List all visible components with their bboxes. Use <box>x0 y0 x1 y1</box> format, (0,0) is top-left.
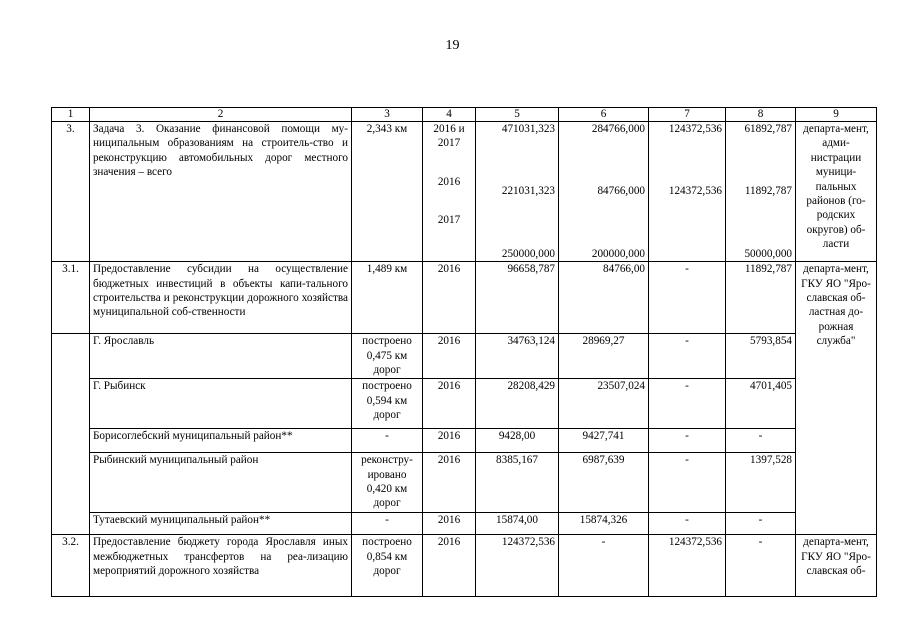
year-cell: 2016 <box>423 453 476 513</box>
total-cell: 28208,429 <box>476 379 559 429</box>
subrow-name: Тутаевский муниципальный район** <box>90 513 352 535</box>
amount-value <box>652 247 722 261</box>
item32-row <box>52 535 877 597</box>
subrow-name: Г. Ярославль <box>90 334 352 379</box>
amount-value: 284766,000 <box>591 123 645 135</box>
local-cell: 11892,787 <box>726 262 796 334</box>
amount-value: 471031,323 <box>501 123 555 135</box>
subrow-name: Г. Рыбинск <box>90 379 352 429</box>
federal-cell: 23507,024 <box>559 379 649 429</box>
empty-cell <box>52 513 90 535</box>
amount-value: 250000,000 <box>501 247 555 260</box>
empty-cell <box>52 453 90 513</box>
amount-value: 84766,000 <box>597 185 645 198</box>
column-header: 2 <box>90 108 352 122</box>
measure-cell: построено 0,594 км дорог <box>352 379 423 429</box>
regional-cell: 124372,536 <box>649 535 726 597</box>
subrow-rybinsk <box>52 379 877 429</box>
regional-cell <box>649 122 726 262</box>
amount-value: 124372,536 <box>668 123 722 135</box>
federal-cell: 84766,00 <box>559 262 649 334</box>
total-cell: 8385,167 <box>476 453 559 513</box>
subrow-yaroslavl <box>52 334 877 379</box>
executor-cell: департа-мент, ГКУ ЯО "Яро-славская об- <box>796 535 877 597</box>
local-cell: - <box>726 429 796 453</box>
regional-cell: - <box>649 379 726 429</box>
year-value: 2016 и 2017 <box>433 123 465 150</box>
regional-cell: - <box>649 513 726 535</box>
local-cell: 4701,405 <box>726 379 796 429</box>
local-cell: 1397,528 <box>726 453 796 513</box>
year-value: 2016 <box>437 175 461 188</box>
year-cell: 2016 <box>423 513 476 535</box>
federal-cell: 9427,741 <box>559 429 649 453</box>
total-cell: 9428,00 <box>476 429 559 453</box>
item31-row <box>52 262 877 334</box>
local-cell: - <box>726 535 796 597</box>
task-name: Задача 3. Оказание финансовой помощи му-ниципальным образованиям на строитель-ство и реконструкцию автомобильных дорог местного значения – всего <box>90 122 352 262</box>
executor-cell: департа-мент, адми-нистрации муници-пальных районов (го-родских округов) об-ласти <box>796 122 877 262</box>
empty-cell <box>52 379 90 429</box>
subrow-tutaevsky <box>52 513 877 535</box>
column-header: 5 <box>476 108 559 122</box>
column-header: 6 <box>559 108 649 122</box>
subrow-name: Борисоглебский муниципальный район** <box>90 429 352 453</box>
subrow-borisoglebsky <box>52 429 877 453</box>
subrow-rybinsky-district <box>52 453 877 513</box>
column-header: 8 <box>726 108 796 122</box>
row-number: 3. <box>52 122 90 262</box>
row-number: 3.2. <box>52 535 90 597</box>
column-header: 1 <box>52 108 90 122</box>
column-header: 9 <box>796 108 877 122</box>
federal-cell: 6987,639 <box>559 453 649 513</box>
year-cell: 2016 <box>423 262 476 334</box>
page-number: 19 <box>445 38 460 53</box>
amount-value: 124372,536 <box>668 185 722 198</box>
executor-cell: департа-мент, ГКУ ЯО "Яро-славская об-ластная до-рожная служба" <box>796 262 877 535</box>
measure-cell: - <box>352 513 423 535</box>
measure-cell: 1,489 км <box>352 262 423 334</box>
row-number: 3.1. <box>52 262 90 334</box>
year-cell: 2016 <box>423 535 476 597</box>
years-cell <box>423 122 476 262</box>
amount-value: 221031,323 <box>501 185 555 198</box>
local-cell: - <box>726 513 796 535</box>
regional-cell: - <box>649 453 726 513</box>
amount-value: 50000,000 <box>744 247 792 260</box>
empty-cell <box>52 429 90 453</box>
measure-cell: реконстру-ировано 0,420 км дорог <box>352 453 423 513</box>
total-cell <box>476 122 559 262</box>
federal-cell: 15874,326 <box>559 513 649 535</box>
item-name: Предоставление субсидии на осуществление бюджетных инвестиций в объекты капи-тального строительства и реконструкции дорожного хозяйства муниципальной соб-ственности <box>90 262 352 334</box>
amount-value: 61892,787 <box>744 123 792 135</box>
regional-cell: - <box>649 262 726 334</box>
year-cell: 2016 <box>423 334 476 379</box>
measure-cell: - <box>352 429 423 453</box>
year-cell: 2016 <box>423 429 476 453</box>
regional-cell: - <box>649 429 726 453</box>
measure-cell: построено 0,854 км дорог <box>352 535 423 597</box>
measure-cell: построено 0,475 км дорог <box>352 334 423 379</box>
item-name: Предоставление бюджету города Ярославля иных межбюджетных трансфертов на реа-лизацию мероприятий дорожного хозяйства <box>90 535 352 597</box>
amount-value: 11892,787 <box>744 185 792 198</box>
subrow-name: Рыбинский муниципальный район <box>90 453 352 513</box>
amount-value: 200000,000 <box>591 247 645 260</box>
column-header: 4 <box>423 108 476 122</box>
program-table <box>51 107 877 597</box>
column-header: 3 <box>352 108 423 122</box>
year-value: 2017 <box>437 214 461 227</box>
task3-row <box>52 122 877 262</box>
column-number-row <box>52 108 877 122</box>
federal-cell <box>559 122 649 262</box>
local-cell: 5793,854 <box>726 334 796 379</box>
total-cell: 15874,00 <box>476 513 559 535</box>
regional-cell: - <box>649 334 726 379</box>
total-cell: 96658,787 <box>476 262 559 334</box>
empty-cell <box>52 334 90 379</box>
column-header: 7 <box>649 108 726 122</box>
federal-cell: 28969,27 <box>559 334 649 379</box>
federal-cell: - <box>559 535 649 597</box>
year-cell: 2016 <box>423 379 476 429</box>
total-cell: 34763,124 <box>476 334 559 379</box>
measure-cell: 2,343 км <box>352 122 423 262</box>
local-cell <box>726 122 796 262</box>
total-cell: 124372,536 <box>476 535 559 597</box>
